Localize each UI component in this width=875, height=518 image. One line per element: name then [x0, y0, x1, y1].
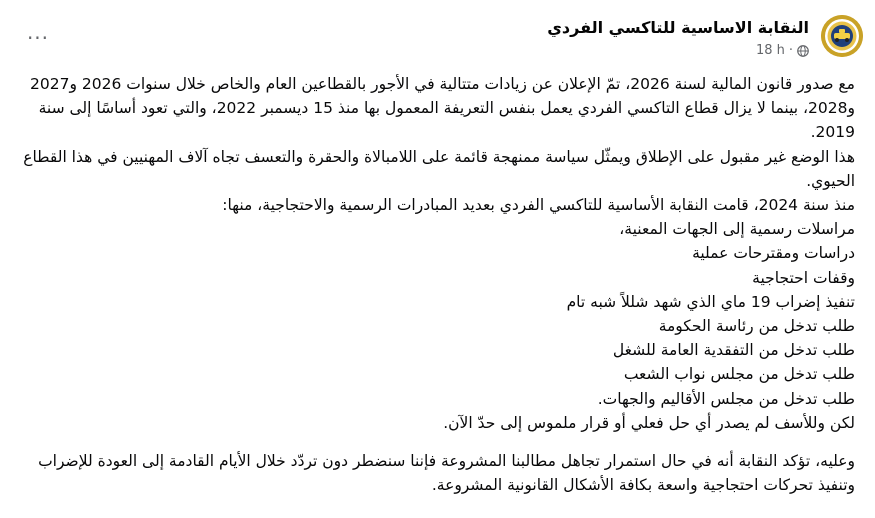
list-item: طلب تدخل من مجلس الأقاليم والجهات. [597, 389, 855, 408]
list-item: طلب تدخل من رئاسة الحكومة [658, 317, 855, 336]
list-item: وقفات احتجاجية [752, 268, 855, 287]
post-body [20, 72, 855, 497]
list-item: دراسات ومقترحات عملية [692, 244, 855, 263]
list-item: طلب تدخل من مجلس نواب الشعب [623, 365, 855, 384]
page-avatar[interactable] [821, 15, 863, 57]
page-name-link[interactable]: النقابة الاساسية للتاكسي الفردي [547, 18, 809, 37]
post-meta [756, 43, 809, 58]
post-paragraph-no-solution: لكن وللأسف لم يصدر أي حل فعلي أو قرار ملموس إلى حدّ الآن. [443, 413, 855, 432]
list-item: طلب تدخل من التفقدية العامة للشغل [612, 341, 855, 360]
list-item: تنفيذ إضراب 19 ماي الذي شهد شللاً شبه تام [566, 292, 855, 311]
post-paragraph-intro: مع صدور قانون المالية لسنة 2026، تمّ الإعلان عن زيادات متتالية في الأجور بالقطاعين العام والخاص خلال سنوات 2026 و2027 و2028، بينما لا يزال قطاع التاكسي الفردي يعمل بنفس التعريفة المعمول بها منذ 15 ديسمبر 2022، والتي تعود أساسًا إلى سنة 2019. [30, 75, 855, 142]
union-logo-icon [821, 15, 863, 57]
post-paragraph-conclusion: وعليه، تؤكد النقابة أنه في حال استمرار تجاهل مطالبنا المشروعة فإننا سنضطر دون تردّد خلال الأيام القادمة إلى العودة للإضراب وتنفيذ تحركات احتجاجية واسعة بكافة الأشكال القانونية المشروعة. [38, 452, 855, 495]
meta-separator: · [788, 43, 793, 58]
post-paragraph-initiatives: منذ سنة 2024، قامت النقابة الأساسية للتاكسي الفردي بعديد المبادرات الرسمية والاحتجاجية، منها: [222, 196, 855, 215]
post-time[interactable]: 18 h [755, 43, 785, 58]
list-item: مراسلات رسمية إلى الجهات المعنية، [619, 220, 855, 239]
more-options-button[interactable]: ··· [26, 26, 50, 50]
post-header [20, 12, 863, 64]
post-paragraph-situation: هذا الوضع غير مقبول على الإطلاق ويمثّل سياسة ممنهجة قائمة على اللامبالاة والحقرة والتعسف تجاه آلاف المهنيين في هذا القطاع الحيوي. [23, 147, 855, 190]
globe-icon[interactable] [797, 45, 809, 57]
